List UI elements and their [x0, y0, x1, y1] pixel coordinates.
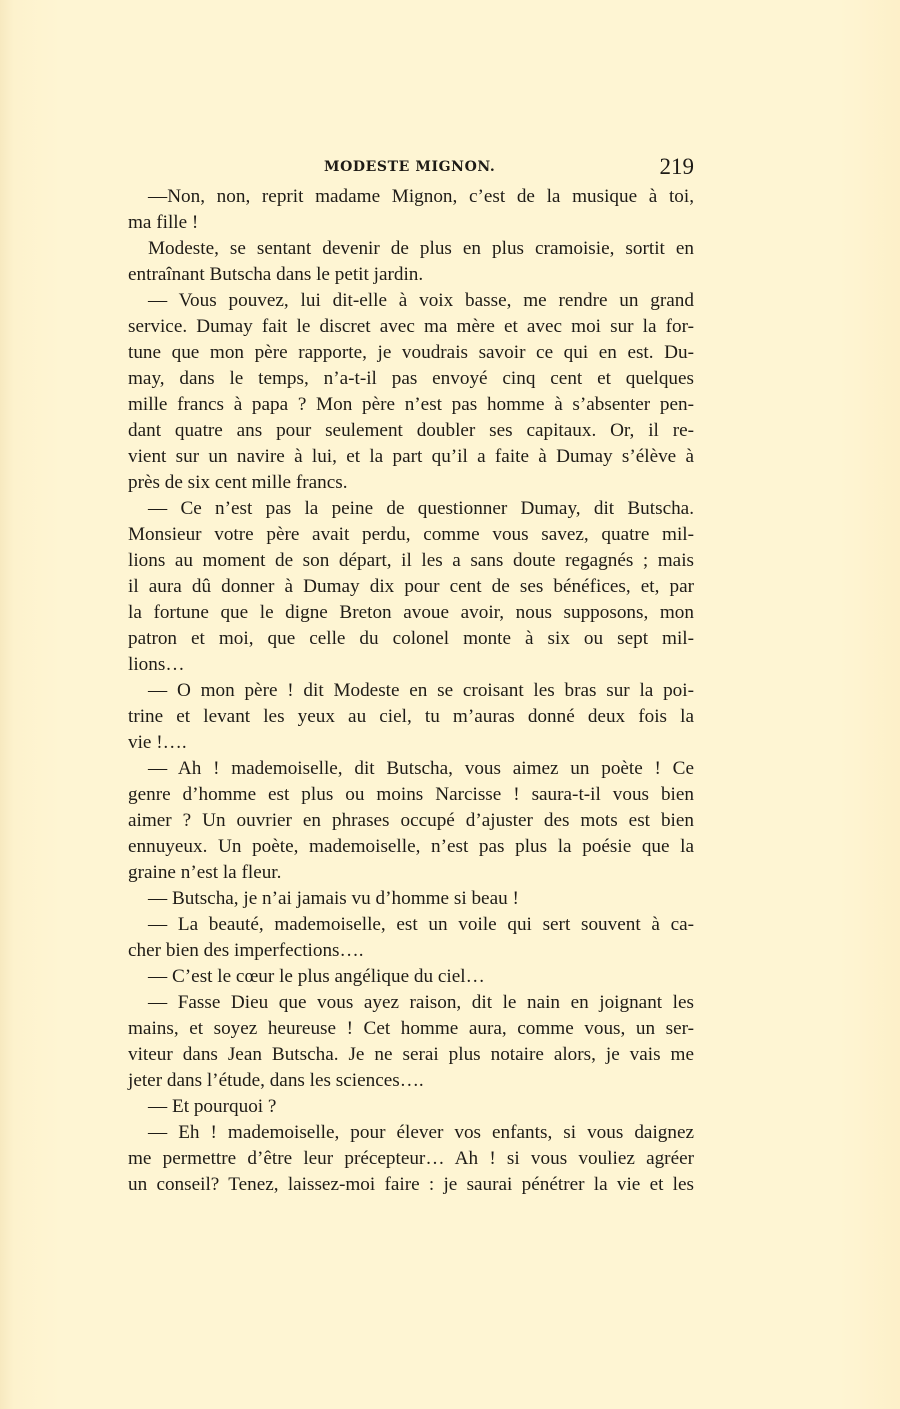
- text-line: trine et levant les yeux au ciel, tu m’auras donné deux fois la: [128, 706, 694, 727]
- text-line: près de six cent mille francs.: [128, 472, 348, 493]
- text-line: — O mon père ! dit Modeste en se croisant les bras sur la poi-: [148, 680, 694, 701]
- text-line: dant quatre ans pour seulement doubler ses capitaux. Or, il re-: [128, 420, 694, 441]
- text-line: — Eh ! mademoiselle, pour élever vos enfants, si vous daignez: [148, 1122, 694, 1143]
- text-line: me permettre d’être leur précepteur… Ah ! si vous vouliez agréer: [128, 1148, 694, 1169]
- text-line: lions au moment de son départ, il les a sans doute regagnés ; mais: [128, 550, 694, 571]
- text-line: mille francs à papa ? Mon père n’est pas homme à s’absenter pen-: [128, 394, 694, 415]
- text-line: aimer ? Un ouvrier en phrases occupé d’ajuster des mots est bien: [128, 810, 694, 831]
- text-line: genre d’homme est plus ou moins Narcisse ! saura-t-il vous bien: [128, 784, 694, 805]
- text-line: ma fille !: [128, 212, 199, 233]
- text-line: jeter dans l’étude, dans les sciences….: [128, 1070, 424, 1091]
- running-head: [128, 155, 694, 181]
- text-line: Monsieur votre père avait perdu, comme vous savez, quatre mil-: [128, 524, 694, 545]
- text-line: — Fasse Dieu que vous ayez raison, dit le nain en joignant les: [148, 992, 694, 1013]
- text-line: tune que mon père rapporte, je voudrais savoir ce qui en est. Du-: [128, 342, 694, 363]
- text-line: il aura dû donner à Dumay dix pour cent de ses bénéfices, et, par: [128, 576, 694, 597]
- text-line: vie !….: [128, 732, 187, 753]
- text-line: ennuyeux. Un poète, mademoiselle, n’est pas plus la poésie que la: [128, 836, 694, 857]
- text-line: vient sur un navire à lui, et la part qu’il a faite à Dumay s’élève à: [128, 446, 694, 467]
- text-line: — Vous pouvez, lui dit-elle à voix basse, me rendre un grand: [148, 290, 694, 311]
- text-line: Modeste, se sentant devenir de plus en plus cramoisie, sortit en: [148, 238, 694, 259]
- text-line: cher bien des imperfections….: [128, 940, 364, 961]
- text-line: service. Dumay fait le discret avec ma mère et avec moi sur la for-: [128, 316, 694, 337]
- running-title: MODESTE MIGNON.: [324, 159, 496, 175]
- text-line: patron et moi, que celle du colonel monte à six ou sept mil-: [128, 628, 694, 649]
- text-line: — Et pourquoi ?: [148, 1096, 277, 1117]
- text-line: entraînant Butscha dans le petit jardin.: [128, 264, 424, 285]
- text-line: —Non, non, reprit madame Mignon, c’est de la musique à toi,: [148, 186, 694, 207]
- text-line: — Ah ! mademoiselle, dit Butscha, vous aimez un poète ! Ce: [148, 758, 694, 779]
- text-line: la fortune que le digne Breton avoue avoir, nous supposons, mon: [128, 602, 694, 623]
- text-line: — La beauté, mademoiselle, est un voile qui sert souvent à ca-: [148, 914, 694, 935]
- text-line: graine n’est la fleur.: [128, 862, 282, 883]
- page-number: 219: [659, 154, 694, 179]
- text-line: — Butscha, je n’ai jamais vu d’homme si beau !: [148, 888, 519, 909]
- text-line: — Ce n’est pas la peine de questionner Dumay, dit Butscha.: [148, 498, 694, 519]
- text-line: lions…: [128, 654, 185, 675]
- text-line: may, dans le temps, n’a-t-il pas envoyé cinq cent et quelques: [128, 368, 694, 389]
- text-line: — C’est le cœur le plus angélique du ciel…: [148, 966, 485, 987]
- text-line: viteur dans Jean Butscha. Je ne serai plus notaire alors, je vais me: [128, 1044, 694, 1065]
- text-line: mains, et soyez heureuse ! Cet homme aura, comme vous, un ser-: [128, 1018, 694, 1039]
- body-text: [128, 184, 694, 1198]
- text-line: un conseil? Tenez, laissez-moi faire : je saurai pénétrer la vie et les: [128, 1174, 694, 1195]
